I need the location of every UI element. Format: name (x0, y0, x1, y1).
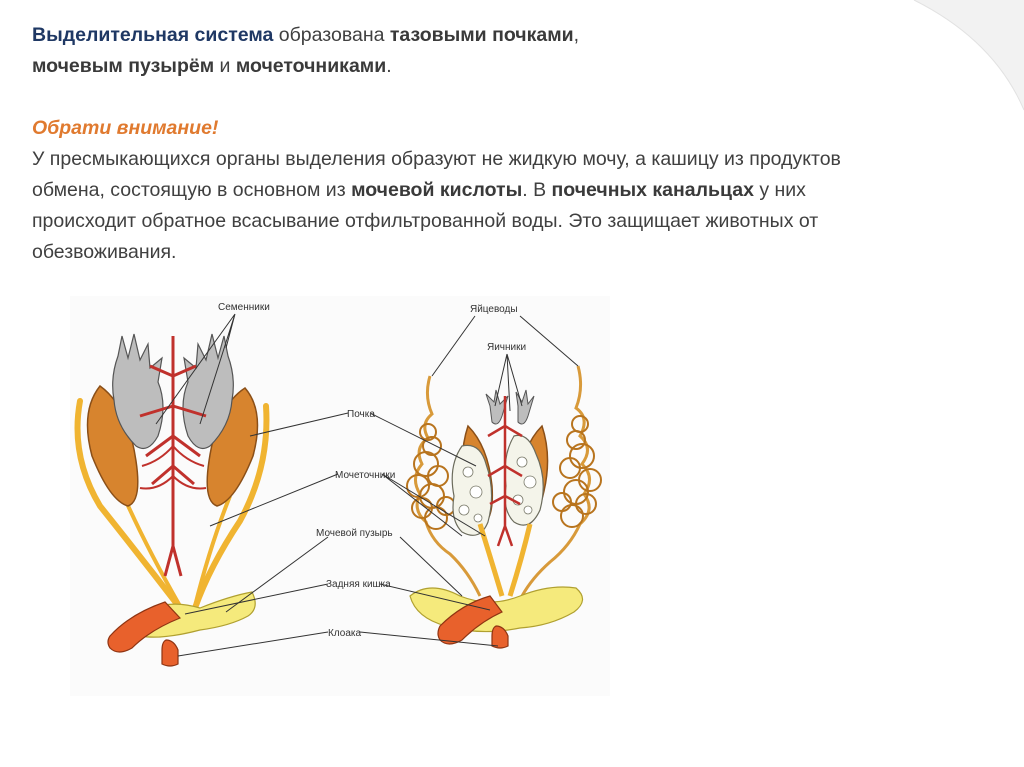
label-kidney: Почка (347, 409, 375, 420)
attention-paragraph: У пресмыкающихся органы выделения образуют не жидкую мочу, а кашицу из продуктов обмена, состоящую в основном из мочевой кислоты. В почечных канальцах у них происходит обратное всасывание отфильтрованной воды. Это защищает животных от обезвоживания. (32, 148, 841, 263)
pelvic-kidneys-term: тазовыми почками (389, 24, 574, 46)
label-testes: Семенники (218, 302, 270, 313)
label-hindgut: Задняя кишка (326, 579, 391, 590)
label-ureters: Мочеточники (335, 470, 396, 481)
bladder-term: мочевым пузырём (32, 55, 215, 77)
label-cloaca: Клоака (328, 628, 362, 639)
label-bladder: Мочевой пузырь (316, 528, 393, 539)
excretory-system-term: Выделительная система (32, 24, 274, 46)
intro-paragraph: Выделительная система образована тазовыми почками, мочевым пузырём и мочеточниками. (32, 24, 580, 77)
label-ovaries: Яичники (487, 342, 527, 353)
text-block (32, 20, 932, 268)
ureters-term: мочеточниками (235, 55, 387, 77)
excretory-system-diagram (70, 296, 610, 696)
kidney-tubules-term: почечных канальцах (551, 179, 754, 201)
attention-heading: Обрати внимание! (32, 117, 219, 139)
uric-acid-term: мочевой кислоты (351, 179, 523, 201)
label-oviducts: Яйцеводы (470, 304, 518, 315)
